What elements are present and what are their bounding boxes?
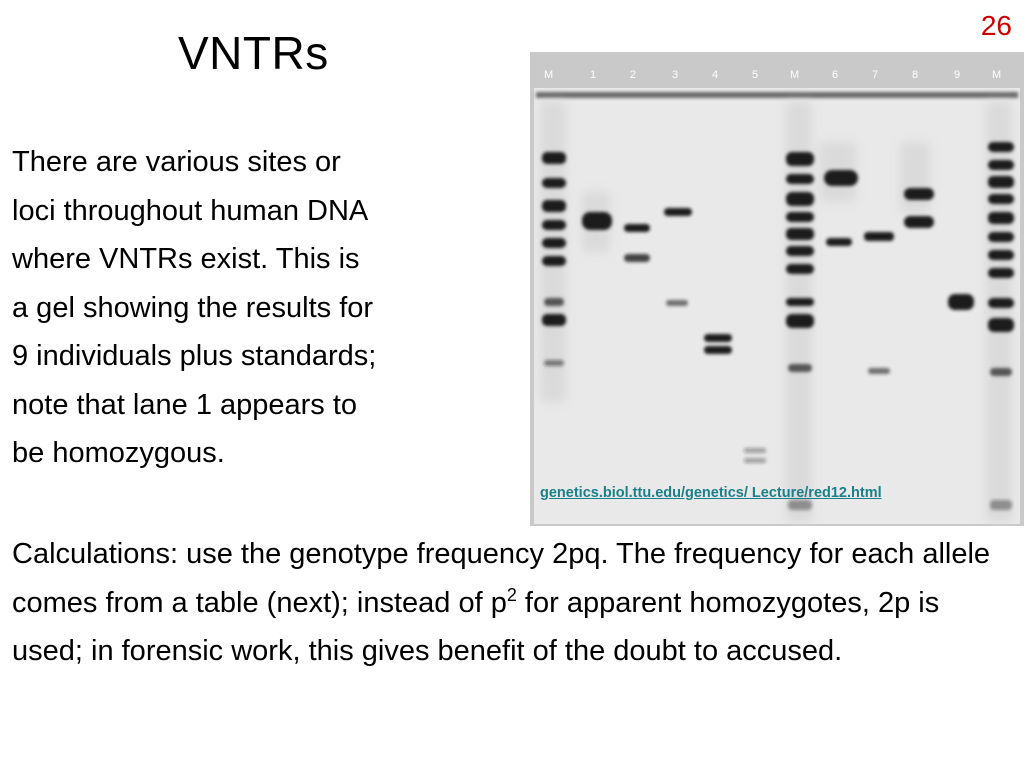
lane-label: 4 — [712, 69, 719, 81]
lane-label: 6 — [832, 69, 839, 81]
lane-label: 3 — [672, 69, 679, 81]
slide-title: VNTRs — [178, 27, 329, 79]
superscript-2: 2 — [506, 584, 517, 605]
intro-paragraph: There are various sites or loci throughout human DNA where VNTRs exist. This is a gel showing the results for 9 individuals plus standards; note that lane 1 appears to be homozygous. — [12, 146, 377, 469]
lane-label: 9 — [954, 69, 961, 81]
lane-label: M — [992, 69, 1002, 81]
gel-electrophoresis-image — [530, 52, 1024, 526]
calculations-text-1: Calculations: use the genotype frequency 2pq. The frequency for each allele comes from a table (next); instead of p — [12, 538, 991, 619]
lane-label: M — [544, 69, 554, 81]
calculations-paragraph — [12, 530, 1017, 676]
lane-label: 2 — [630, 69, 637, 81]
slide-number: 26 — [980, 10, 1012, 41]
lane-label: M — [790, 69, 800, 81]
lane-label: 1 — [590, 69, 597, 81]
lane-label: 8 — [912, 69, 919, 81]
lane-label: 7 — [872, 69, 879, 81]
source-link[interactable]: genetics.biol.ttu.edu/genetics/ Lecture/red12.html — [540, 485, 882, 501]
gel-image-panel — [530, 52, 1024, 526]
lane-label: 5 — [752, 69, 759, 81]
calculations-text-2: for apparent homozygotes, 2p is used; in forensic work, this gives benefit of the doubt to accused. — [12, 586, 940, 667]
